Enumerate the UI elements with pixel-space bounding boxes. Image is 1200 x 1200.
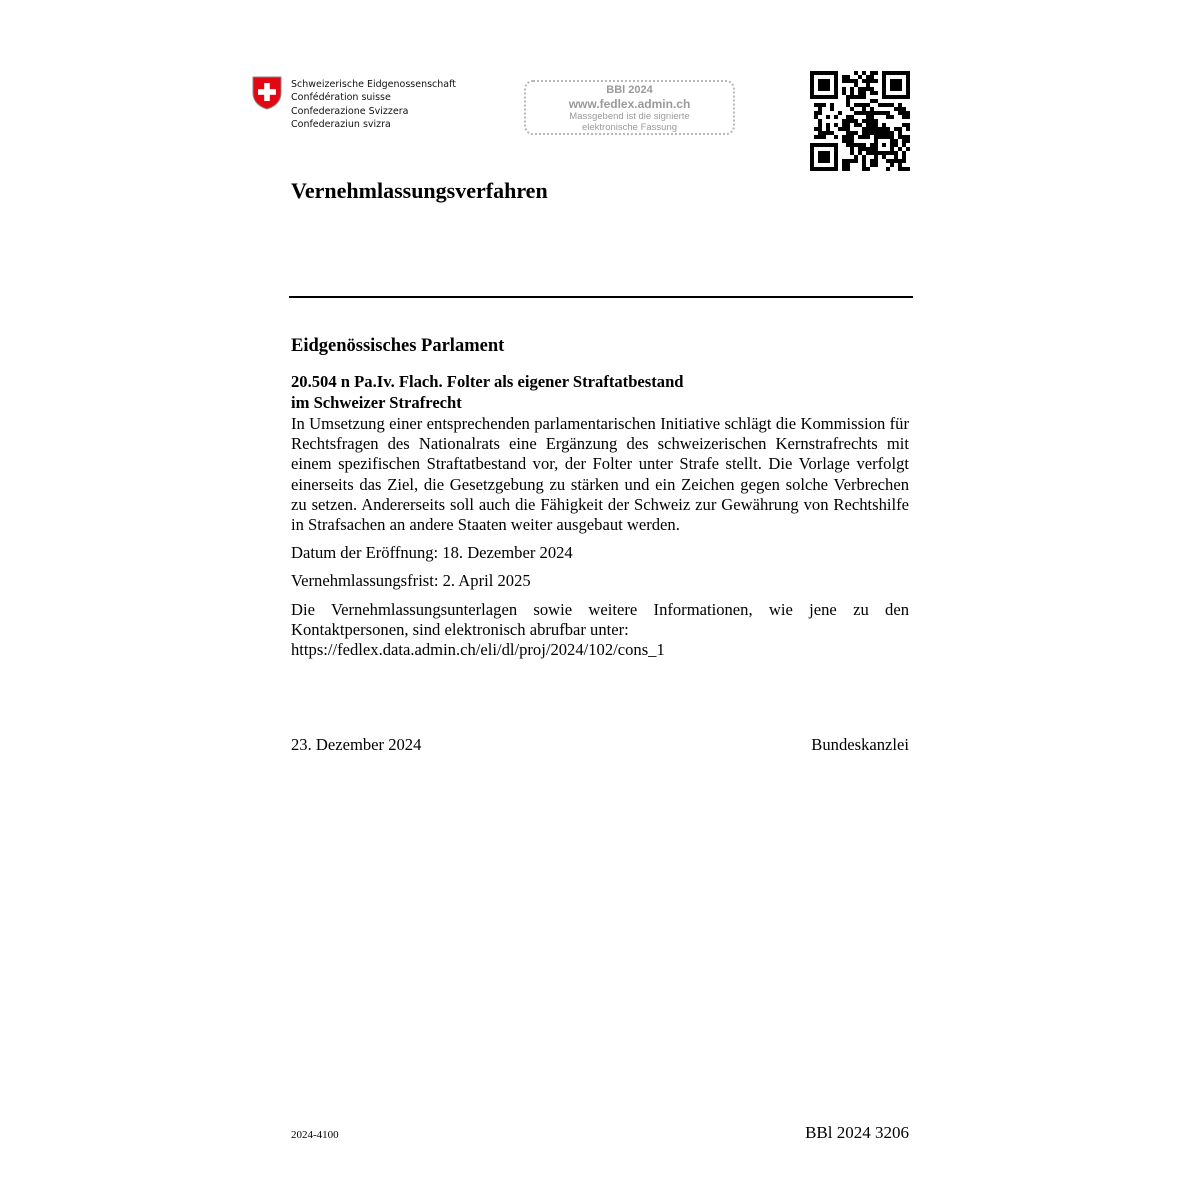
swiss-coat-of-arms-icon (252, 76, 282, 110)
description-paragraph: In Umsetzung einer entsprechenden parlamentarischen Initiative schlägt die Kommission für Rechtsfragen des Nationalrats eine Ergänzung des schweizerischen Kernstrafrechts mit einem spezifischen Straftatbestand vor, der Folter unter Strafe stellt. Die Vorlage verfolgt einerseits das Ziel, die Gesetzgebung zu stärken und ein Zeichen gegen solche Verbrechen zu setzen. Andererseits soll auch die Fähigkeit der Schweiz zur Gewährung von Rechtshilfe in Strafsachen an andere Staaten weiter ausgebaut werden. (291, 414, 909, 535)
info-paragraph (291, 600, 909, 661)
divider (289, 296, 913, 298)
federal-name-rm: Confederaziun svizra (291, 118, 391, 130)
federal-names (291, 78, 456, 131)
document-id: 2024-4100 (291, 1129, 339, 1141)
consultation-entry (291, 334, 909, 660)
federal-name-fr: Confédération suisse (291, 92, 391, 104)
stamp-line-3: Massgebend ist die signierte (569, 111, 690, 122)
organization-heading: Eidgenössisches Parlament (291, 336, 505, 356)
documents-link[interactable]: https://fedlex.data.admin.ch/eli/dl/proj/2024/102/cons_1 (291, 640, 665, 660)
opening-date: Datum der Eröffnung: 18. Dezember 2024 (291, 543, 573, 563)
consultation-deadline: Vernehmlassungsfrist: 2. April 2025 (291, 571, 531, 591)
qr-code-icon (810, 71, 910, 171)
stamp-line-4: elektronische Fassung (581, 122, 678, 133)
info-text: Die Vernehmlassungsunterlagen sowie weitere Informationen, wie jene zu den Kontaktpersonen, sind elektronisch abrufbar unter: (291, 599, 909, 639)
gazette-reference: BBl 2024 3206 (805, 1123, 909, 1142)
federal-name-it: Confederazione Svizzera (291, 105, 409, 117)
federal-name-de: Schweizerische Eidgenossenschaft (291, 79, 457, 90)
publication-date: 23. Dezember 2024 (291, 735, 422, 754)
page-title: Vernehmlassungsverfahren (291, 178, 548, 203)
issuing-office: Bundeskanzlei (811, 735, 909, 754)
item-title-line-1: 20.504 n Pa.Iv. Flach. Folter als eigener Straftatbestand (291, 372, 684, 391)
stamp-line-1: BBl 2024 (606, 84, 653, 96)
item-title-line-2: im Schweizer Strafrecht (291, 392, 462, 412)
signature-stamp (524, 80, 735, 135)
stamp-line-2: www.fedlex.admin.ch (568, 97, 691, 111)
item-title (291, 372, 909, 413)
